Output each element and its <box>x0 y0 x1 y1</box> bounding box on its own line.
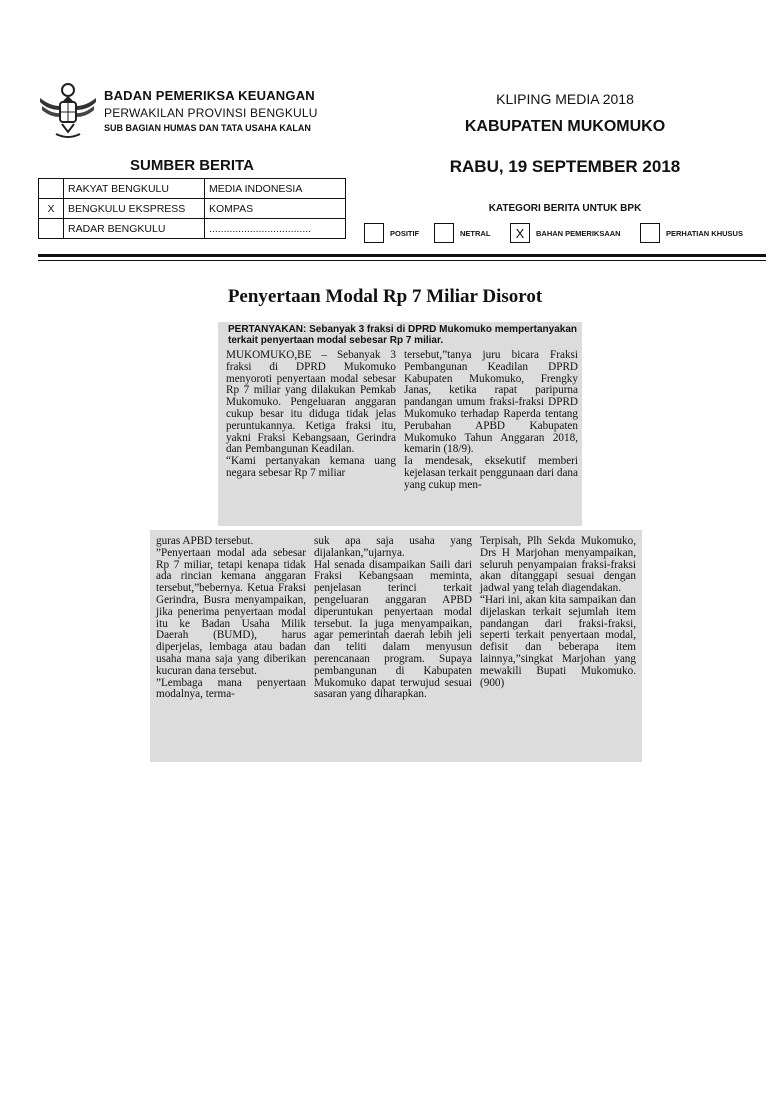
article-column <box>156 536 306 701</box>
source-name: MEDIA INDONESIA <box>205 179 346 199</box>
header-divider-thin <box>38 260 766 261</box>
org-name: BADAN PEMERIKSA KEUANGAN <box>104 88 315 103</box>
sources-title: SUMBER BERITA <box>130 157 254 174</box>
category-title: KATEGORI BERITA UNTUK BPK <box>488 203 642 214</box>
header-divider <box>38 254 766 257</box>
category-perhatian-khusus <box>640 223 743 243</box>
category-bahan-pemeriksaan <box>510 223 621 243</box>
source-name: RADAR BENGKULU <box>64 219 205 239</box>
category-checkbox <box>364 223 384 243</box>
sources-table <box>38 178 346 239</box>
article-column <box>226 350 396 480</box>
category-checkbox <box>434 223 454 243</box>
article-lead: PERTANYAKAN: Sebanyak 3 fraksi di DPRD Mukomuko mempertanyakan terkait penyertaan modal sebesar Rp 7 miliar. <box>228 324 577 346</box>
source-mark <box>39 179 64 199</box>
source-name: RAKYAT BENGKULU <box>64 179 205 199</box>
category-label: BAHAN PEMERIKSAAN <box>536 228 621 238</box>
kliping-title: KLIPING MEDIA 2018 <box>496 91 634 107</box>
category-label: PERHATIAN KHUSUS <box>666 228 743 238</box>
article-headline: Penyertaan Modal Rp 7 Miliar Disorot <box>227 286 543 307</box>
article-column <box>314 536 472 701</box>
article-text: Terpisah, Plh Sekda Mukomuko, Drs H Marjohan menyampaikan, seluruh penyampaian fraksi-fraksi akan ditanggapi sesuai dengan jadwal yang telah diagendakan. “Hari ini, akan kita sampaikan dan dijelaskan terkait sejumlah item pandangan dari fraksi-fraksi, seperti terkait penyertaan modal, defisit dan beberapa item lainnya,”singkat Marjohan yang mewakili Bupati Mukomuko.(900) <box>480 535 636 689</box>
category-label: NETRAL <box>460 228 491 238</box>
source-mark <box>39 219 64 239</box>
category-label: POSITIF <box>390 228 420 238</box>
source-row <box>39 219 346 239</box>
category-checkbox: X <box>510 223 530 243</box>
category-netral <box>434 223 490 243</box>
article-column <box>480 536 636 689</box>
article-text: suk apa saja usaha yang dijalankan,”ujarnya. Hal senada disampaikan Saili dari Fraksi Kebangsaan meminta, penjelasan terinci terkait pengeluaran anggaran APBD diperuntukan penyertaan modal tersebut. Ia juga menyampaikan, agar pemerintah daerah lebih jeli dan teliti dalam menyusun perencanaan program. Supaya pembangunan di Kabupaten Mukomuko dapat terwujud sesuai sasaran yang diharapkan. <box>314 535 472 701</box>
source-name: ................................... <box>205 219 346 239</box>
article-text: tersebut,”tanya juru bicara Fraksi Pembangunan Keadilan DPRD Kabupaten Mukomuko, Frengky Janas, ketika rapat paripurna pandangan umum fraksi-fraksi DPRD Mukomuko terhadap Raperda tentang Perubahan APBD Kabupaten Mukomuko Tahun Anggaran 2018, kemarin (18/9). Ia mendesak, eksekutif memberi kejelasan terkait penggunaan dari dana yang cukup men- <box>404 349 578 491</box>
org-division: SUB BAGIAN HUMAS DAN TATA USAHA KALAN <box>104 123 311 133</box>
source-name: KOMPAS <box>205 199 346 219</box>
category-checkbox <box>640 223 660 243</box>
article-column <box>404 350 578 492</box>
article-text: MUKOMUKO,BE – Sebanyak 3 fraksi di DPRD Mukomuko menyoroti penyertaan modal sebesar Rp 7 miliar yang dilakukan Pemkab Mukomuko. Pengeluaran anggaran cukup besar itu diduga tidak jelas peruntukannya. Ketiga fraksi itu, yakni Fraksi Kebangsaan, Gerindra dan Pembangunan Keadilan. “Kami pertanyakan kemana uang negara sebesar Rp 7 miliar <box>226 349 396 479</box>
category-positif <box>364 223 419 243</box>
source-mark: X <box>39 199 64 219</box>
source-row <box>39 179 346 199</box>
region-title: KABUPATEN MUKOMUKO <box>464 118 666 135</box>
date-title: RABU, 19 SEPTEMBER 2018 <box>449 157 681 176</box>
source-row <box>39 199 346 219</box>
source-name: BENGKULU EKSPRESS <box>64 199 205 219</box>
org-branch: PERWAKILAN PROVINSI BENGKULU <box>104 106 318 120</box>
article-text: guras APBD tersebut. ”Penyertaan modal ada sebesar Rp 7 miliar, tetapi kenapa tidak ada rincian kemana anggaran tersebut,”bebernya. Ketua Fraksi Gerindra, Busra menyampaikan, jika penerima penyertaan modal itu ke Badan Usaha Milik Daerah (BUMD), harus diperjelas, lembaga atau badan usaha mana saja yang diberikan kucuran dana tersebut. ”Lembaga mana penyertaan modalnya, terma- <box>156 535 306 701</box>
garuda-emblem-icon <box>36 80 100 142</box>
